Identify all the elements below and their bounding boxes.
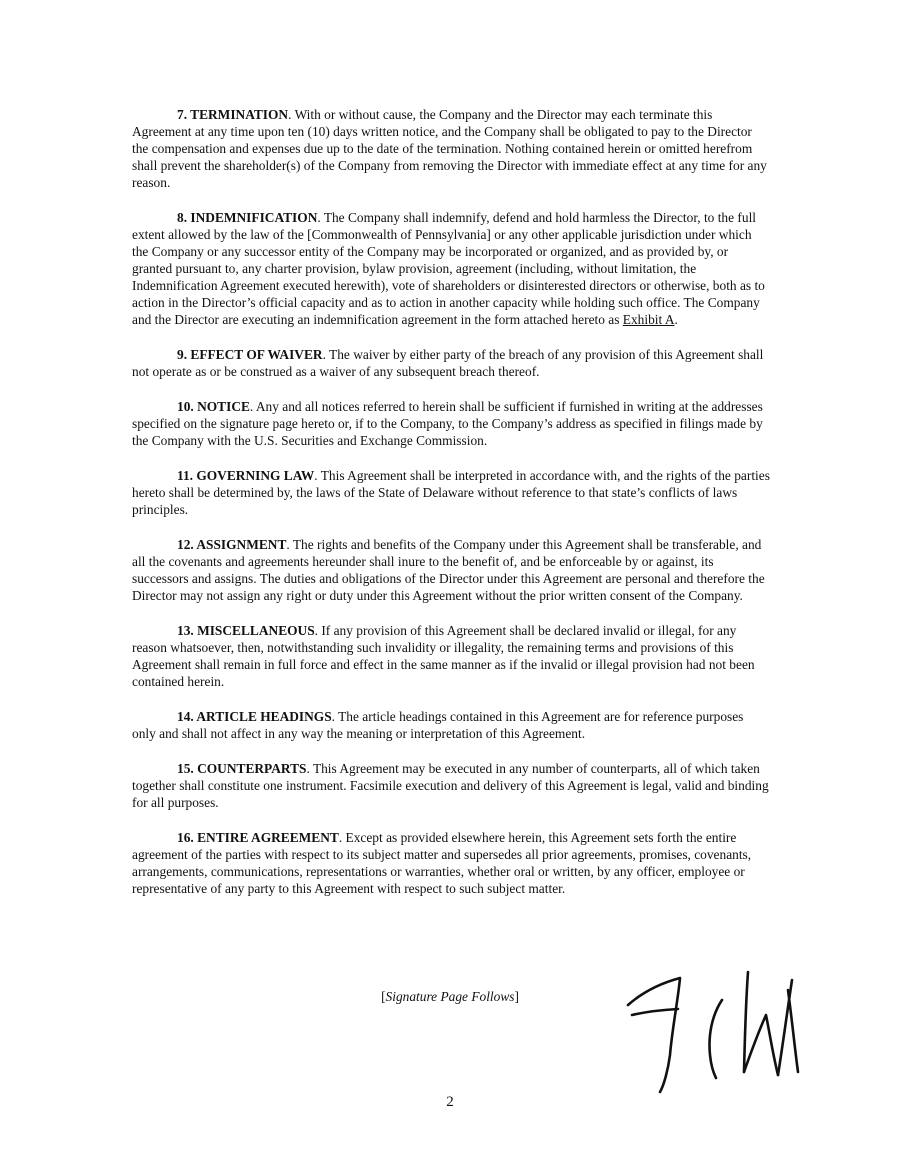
section-body: . The waiver by either party of the breach of any provision of this Agreement shall not operate as or be construed as a waiver of any subsequent breach thereof. (132, 347, 764, 379)
section-body: . The article headings contained in this Agreement are for reference purposes only and shall not affect in any way the meaning or interpretation of this Agreement. (132, 709, 744, 741)
section-heading: 7. TERMINATION (177, 107, 289, 122)
signature-page-follows-text: Signature Page Follows (385, 989, 515, 1004)
section-heading: 12. ASSIGNMENT (177, 537, 287, 552)
section-heading: 9. EFFECT OF WAIVER (177, 347, 323, 362)
section-heading: 11. GOVERNING LAW (177, 468, 315, 483)
bracket-open: [ (381, 989, 386, 1004)
section-body: . The rights and benefits of the Company under this Agreement shall be transferable, and all the covenants and agreements hereunder shall inure to the benefit of, and be enforceable by or against, its successors and assigns. The duties and obligations of the Director under this Agreement are personal and therefore the Director may not assign any right or duty under this Agreement without the prior written consent of the Company. (132, 537, 765, 603)
section-assignment (132, 536, 770, 604)
section-body: . This Agreement shall be interpreted in accordance with, and the rights of the parties hereto shall be determined by, the laws of the State of Delaware without reference to that state’s conflicts of laws principles. (132, 468, 770, 517)
section-indemnification (132, 209, 770, 328)
document-body (132, 106, 770, 915)
section-article-headings (132, 708, 770, 742)
section-body: . Except as provided elsewhere herein, this Agreement sets forth the entire agreement of the parties with respect to its subject matter and supersedes all prior agreements, promises, covenants, arrangements, communications, representations or warranties, whether oral or written, by any officer, employee or representative of any party to this Agreement with respect to such subject matter. (132, 830, 752, 896)
page-number: 2 (446, 1094, 454, 1110)
section-miscellaneous (132, 622, 770, 690)
section-body: . The Company shall indemnify, defend and hold harmless the Director, to the full extent allowed by the law of the [Commonwealth of Pennsylvania] or any other applicable jurisdiction under which the Company or any successor entity of the Company may be incorporated or organized, and as provided by, or granted pursuant to, any charter provision, bylaw provision, agreement (including, without limitation, the Indemnification Agreement executed herewith), vote of shareholders or disinterested directors or otherwise, both as to action in the Director’s official capacity and as to action in another capacity while holding such office. The Company and the Director are executing an indemnification agreement in the form attached hereto as (132, 210, 765, 327)
section-heading: 14. ARTICLE HEADINGS (177, 709, 332, 724)
section-body: . If any provision of this Agreement shall be declared invalid or illegal, for any reason whatsoever, then, notwithstanding such invalidity or illegality, the remaining terms and provisions of this Agreement shall remain in full force and effect in the same manner as if the invalid or illegal provision had not been contained herein. (132, 623, 755, 689)
section-heading: 16. ENTIRE AGREEMENT (177, 830, 339, 845)
section-body: . With or without cause, the Company and the Director may each terminate this Agreement at any time upon ten (10) days written notice, and the Company shall be obligated to pay to the Director the compensation and expenses due up to the date of the termination. Nothing contained herein or omitted herefrom shall prevent the shareholder(s) of the Company from removing the Director with immediate effect at any time for any reason. (132, 107, 767, 190)
section-governing-law (132, 467, 770, 518)
section-tail: . (674, 312, 678, 327)
section-heading: 13. MISCELLANEOUS (177, 623, 315, 638)
section-heading: 8. INDEMNIFICATION (177, 210, 318, 225)
section-heading: 10. NOTICE (177, 399, 250, 414)
section-effect-of-waiver (132, 346, 770, 380)
handwritten-initials-icon (620, 960, 810, 1100)
section-notice (132, 398, 770, 449)
section-entire-agreement (132, 829, 770, 897)
exhibit-a-reference: Exhibit A (622, 312, 675, 327)
section-body: . This Agreement may be executed in any number of counterparts, all of which taken together shall constitute one instrument. Facsimile execution and delivery of this Agreement is legal, valid and binding for all purposes. (132, 761, 769, 810)
section-termination (132, 106, 770, 191)
section-heading: 15. COUNTERPARTS (177, 761, 307, 776)
section-body: . Any and all notices referred to herein shall be sufficient if furnished in writing at the addresses specified on the signature page hereto or, if to the Company, to the Company’s address as specified in filings made by the Company with the U.S. Securities and Exchange Commission. (132, 399, 763, 448)
bracket-close: ] (514, 989, 519, 1004)
section-counterparts (132, 760, 770, 811)
